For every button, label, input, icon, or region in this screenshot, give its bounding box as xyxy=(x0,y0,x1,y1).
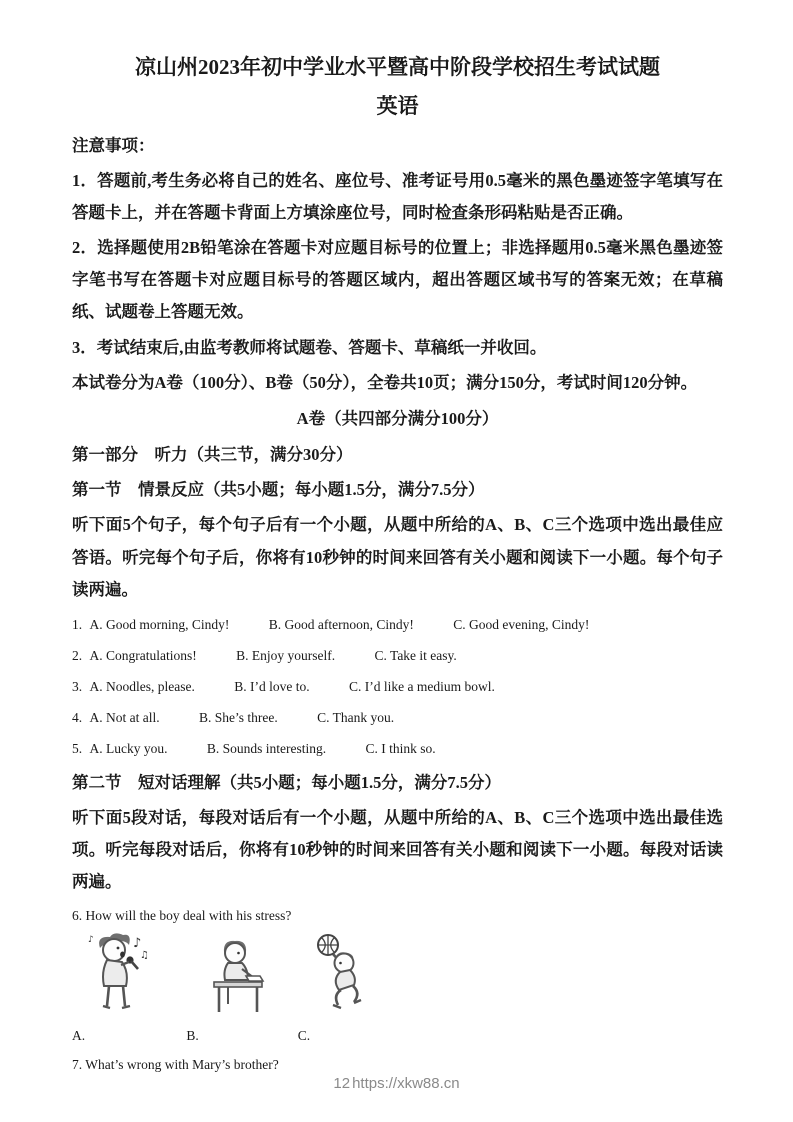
listening-question-5 xyxy=(72,733,723,764)
exam-info: 本试卷分为A卷（100分）、B卷（50分），全卷共10页；满分150分，考试时间120分钟。 xyxy=(72,372,698,392)
svg-text:♫: ♫ xyxy=(140,950,149,962)
question-number: 1. xyxy=(72,616,83,632)
option-c: C. Thank you. xyxy=(317,709,395,725)
section2-heading: 第二节 短对话理解（共5小题；每小题1.5分，满分7.5分） xyxy=(72,772,501,792)
boy-basketball-icon xyxy=(298,932,380,1018)
question-number: 3. xyxy=(72,678,83,694)
question-7-text: 7. What’s wrong with Mary’s brother? xyxy=(72,1057,279,1073)
option-c: C. I’d like a medium bowl. xyxy=(348,678,495,694)
page-footer xyxy=(0,1075,793,1092)
option-c: C. Take it easy. xyxy=(374,647,457,663)
subject-title: 英语 xyxy=(376,93,419,118)
exam-title: 凉山州2023年初中学业水平暨高中阶段学校招生考试试题 xyxy=(135,55,660,79)
option-b: B. Sounds interesting. xyxy=(206,740,327,756)
option-a: A. Not at all. xyxy=(89,709,160,725)
listening-question-2 xyxy=(72,640,723,671)
notice-header: 注意事项： xyxy=(72,135,155,155)
option-b: B. Enjoy yourself. xyxy=(236,647,336,663)
question-6-images xyxy=(72,932,723,1024)
option-a-label: A. xyxy=(72,1028,86,1044)
notice-item-1: 1．答题前,考生务必将自己的姓名、座位号、准考证号用0.5毫米的黑色墨迹签字笔填写在答题卡上，并在答题卡背面上方填涂座位号，同时检查条形码粘贴是否正确。 xyxy=(72,170,723,222)
listening-question-4 xyxy=(72,702,723,733)
option-a: A. Noodles, please. xyxy=(89,678,195,694)
option-c: C. Good evening, Cindy! xyxy=(453,616,590,632)
section1-heading: 第一节 情景反应（共5小题；每小题1.5分，满分7.5分） xyxy=(72,480,485,500)
option-c: C. I think so. xyxy=(365,740,436,756)
option-c-label: C. xyxy=(297,1028,311,1044)
option-a: A. Lucky you. xyxy=(89,740,168,756)
question-6-option-labels xyxy=(72,1024,723,1048)
boy-studying-icon xyxy=(204,938,268,1018)
question-number: 2. xyxy=(72,647,83,663)
a-paper-heading: A卷（共四部分满分100分） xyxy=(296,408,499,428)
option-b: B. She’s three. xyxy=(199,709,278,725)
question-6-text: 6. How will the boy deal with his stress? xyxy=(72,907,292,923)
svg-text:♪: ♪ xyxy=(88,935,94,946)
option-b-label: B. xyxy=(186,1028,199,1044)
part1-heading: 第一部分 听力（共三节，满分30分） xyxy=(72,445,353,465)
option-a: A. Good morning, Cindy! xyxy=(89,616,230,632)
svg-text:♪: ♪ xyxy=(133,936,142,952)
boy-singing-icon xyxy=(86,932,152,1018)
footer-page-number: 12 xyxy=(333,1075,351,1092)
section2-instructions: 听下面5段对话，每段对话后有一个小题，从题中所给的A、B、C三个选项中选出最佳选项。听完每段对话后，你将有10秒钟的时间来回答有关小题和阅读下一小题。每段对话读两遍。 xyxy=(72,808,723,892)
notice-item-3: 3．考试结束后,由监考教师将试题卷、答题卡、草稿纸一并收回。 xyxy=(72,337,547,357)
option-b: B. I’d love to. xyxy=(234,678,310,694)
listening-question-1 xyxy=(72,609,723,640)
option-b: B. Good afternoon, Cindy! xyxy=(268,616,414,632)
question-number: 4. xyxy=(72,709,83,725)
section1-instructions: 听下面5个句子，每个句子后有一个小题，从题中所给的A、B、C三个选项中选出最佳应答语。听完每个句子后，你将有10秒钟的时间来回答有关小题和阅读下一小题。每个句子读两遍。 xyxy=(72,515,723,599)
listening-question-3 xyxy=(72,671,723,702)
option-a: A. Congratulations! xyxy=(89,647,197,663)
question-number: 5. xyxy=(72,740,83,756)
notice-item-2: 2．选择题使用2B铅笔涂在答题卡对应题目标号的位置上；非选择题用0.5毫米黑色墨迹签字笔书写在答题卡对应题目标号的答题区域内，超出答题区域书写的答案无效；在草稿纸、试题卷上答题无效。 xyxy=(72,238,723,322)
footer-url: https://xkw88.cn xyxy=(352,1075,460,1092)
